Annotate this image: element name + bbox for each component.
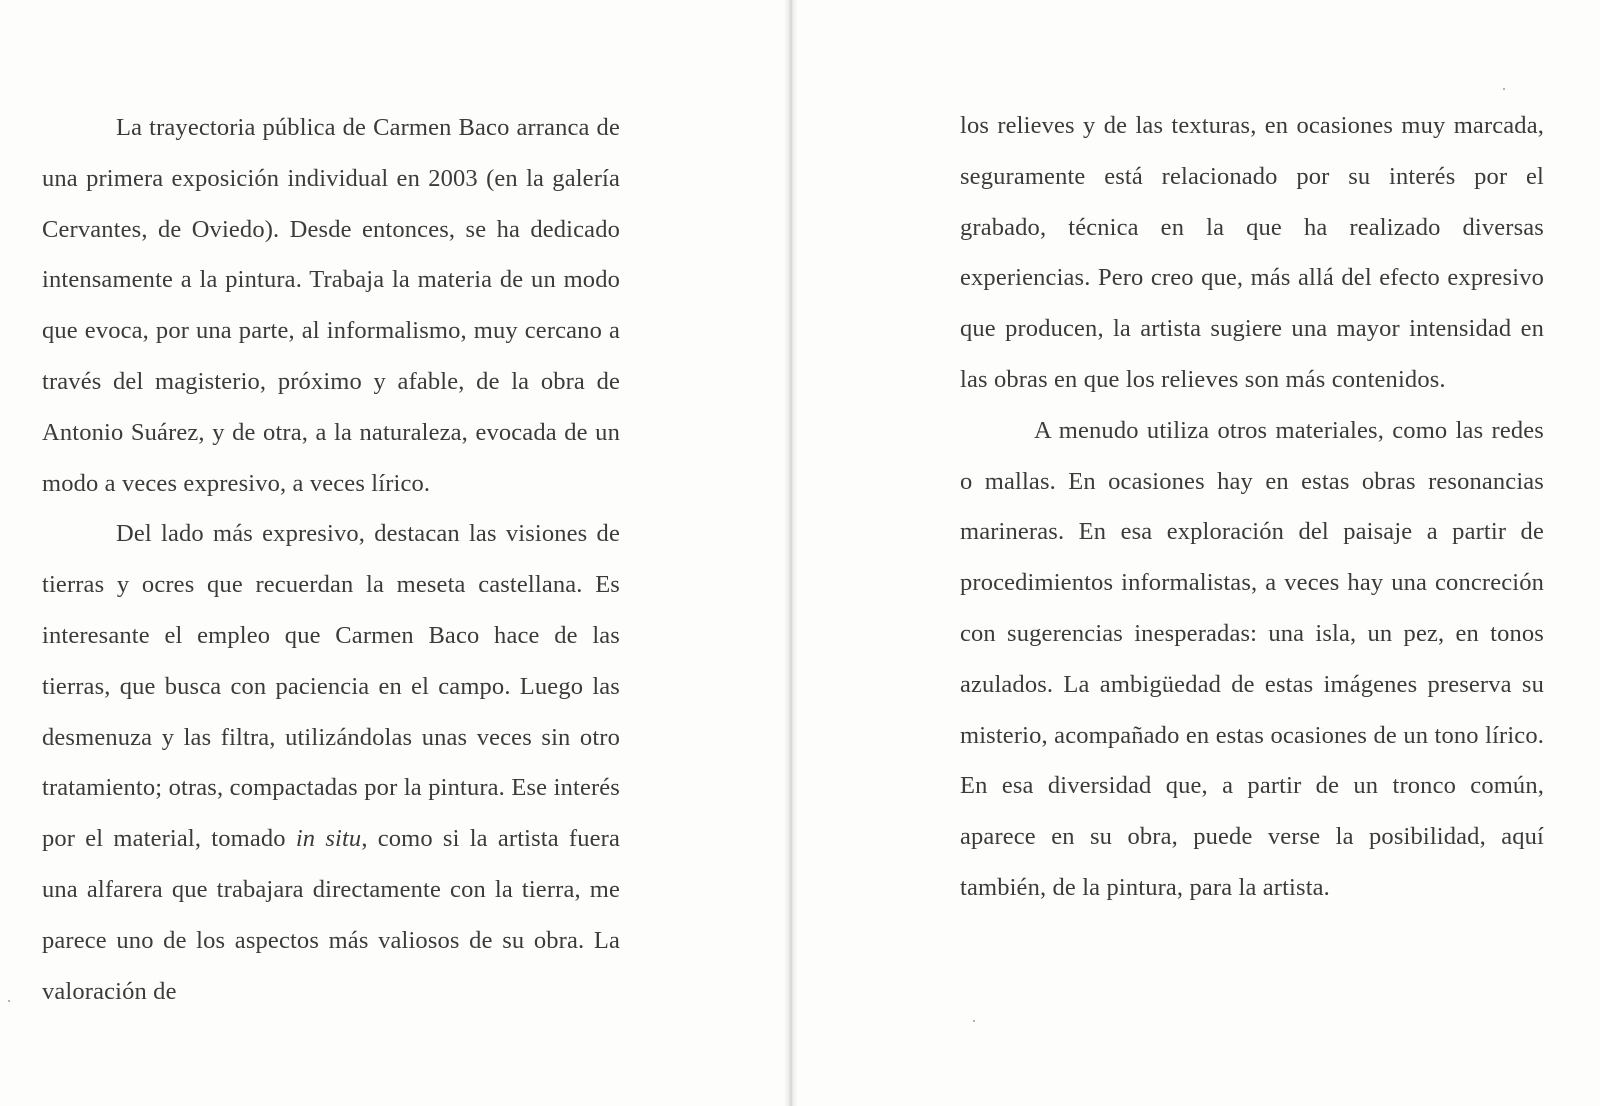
right-paragraph-2: A menudo utiliza otros materiales, como las redes o mallas. En ocasiones hay en estas obras resonancias marineras. En esa exploración del paisaje a partir de procedimientos informalistas, a veces hay una concreción con sugerencias inesperadas: una isla, un pez, en tonos azulados. La ambigüedad de estas imágenes preserva su misterio, acompañado en estas ocasiones de un tono lírico. En esa diversidad que, a partir de un tronco común, aparece en su obra, puede verse la posibilidad, aquí también, de la pintura, para la artista.	[960, 416, 1544, 901]
paper-speck	[8, 1000, 10, 1002]
book-gutter	[784, 0, 798, 1106]
left-paragraph-2	[42, 509, 620, 1017]
left-page-text	[42, 103, 620, 1017]
right-paragraph-1: los relieves y de las texturas, en ocasiones muy marcada, seguramente está relacionado por su interés por el grabado, técnica en la que ha realizado diversas experiencias. Pero creo que, más allá del efecto expresivo que producen, la artista sugiere una mayor intensidad en las obras en que los relieves son más contenidos.	[960, 112, 1544, 393]
right-page-text	[960, 101, 1544, 914]
left-page	[0, 0, 790, 1106]
left-paragraph-2-start: Del lado más expresivo, destacan las visiones de tierras y ocres que recuerdan la meseta castellana. Es interesante el empleo que Carmen Baco hace de las tierras, que busca con paciencia en el campo. Luego las desmenuza y las filtra, utilizándolas unas veces sin otro tratamiento; otras, compactadas por la pintura. Ese interés por el material, tomado	[42, 520, 620, 853]
italic-phrase: in situ	[295, 825, 362, 853]
paper-speck	[973, 1020, 975, 1022]
paper-speck	[1503, 88, 1505, 90]
left-paragraph-2-end: , como si la artista fuera una alfarera que trabajara directamente con la tierra, me parece uno de los aspectos más valiosos de su obra. La valoración de	[42, 825, 620, 1005]
left-paragraph-1: La trayectoria pública de Carmen Baco arranca de una primera exposición individual en 2003 (en la galería Cervantes, de Oviedo). Desde entonces, se ha dedicado intensamente a la pintura. Trabaja la materia de un modo que evoca, por una parte, al informalismo, muy cercano a través del magisterio, próximo y afable, de la obra de Antonio Suárez, y de otra, a la naturaleza, evocada de un modo a veces expresivo, a veces lírico.	[42, 114, 620, 497]
